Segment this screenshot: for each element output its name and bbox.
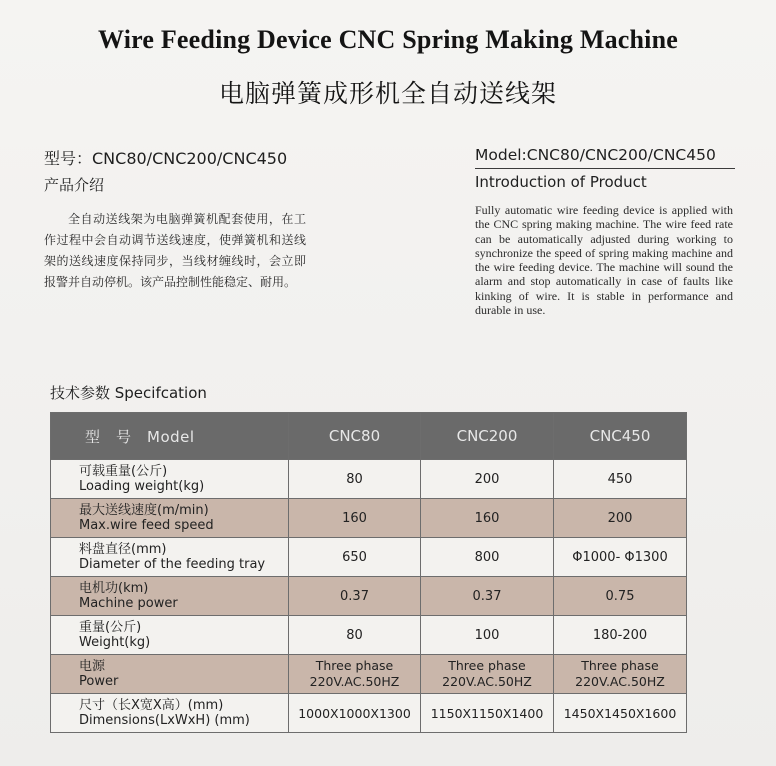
dimensions-label-cn: 尺寸（长X宽X高）(mm) bbox=[79, 698, 224, 713]
english-model-label: Model:CNC80/CNC200/CNC450 bbox=[475, 146, 735, 169]
english-introduction-body: Fully automatic wire feeding device is applied with the CNC spring making machine. The wire feed rate can be automatically adjusted during working to synchronize the speed of spring making machine and the wire feeding device. The machine will sound the alarm and stop automatically in case of faults like kinking of wire. It is stable in performance and durable in use. bbox=[475, 203, 733, 318]
table-row bbox=[51, 694, 687, 733]
dimensions-label bbox=[51, 694, 289, 733]
cnc200-loading-weight: 200 bbox=[421, 460, 554, 499]
cnc80-wire-feed-speed: 160 bbox=[289, 499, 421, 538]
cnc200-column-header: CNC200 bbox=[421, 413, 554, 460]
cnc450-loading-weight: 450 bbox=[554, 460, 687, 499]
english-introduction-title: Introduction of Product bbox=[475, 173, 647, 191]
cnc450-column-header: CNC450 bbox=[554, 413, 687, 460]
chinese-introduction-body: 全自动送线架为电脑弹簧机配套使用，在工作过程中会自动调节送线速度，使弹簧机和送线架的送线速度保持同步，当线材缠线时，会立即报警并自动停机。该产品控制性能稳定、耐用。 bbox=[44, 212, 306, 289]
specification-title: 技术参数 Specifcation bbox=[50, 384, 207, 402]
cnc200-power-line-2: 220V.AC.50HZ bbox=[442, 674, 532, 689]
cnc450-feeding-tray-diameter: Φ1000- Φ1300 bbox=[554, 538, 687, 577]
feeding-tray-diameter-label-en: Diameter of the feeding tray bbox=[79, 557, 266, 572]
table-row bbox=[51, 616, 687, 655]
cnc200-wire-feed-speed: 160 bbox=[421, 499, 554, 538]
dimensions-label-en: Dimensions(LxWxH) (mm) bbox=[79, 713, 250, 728]
cnc450-dimensions: 1450X1450X1600 bbox=[554, 694, 687, 733]
feeding-tray-diameter-label-cn: 料盘直径(mm) bbox=[79, 542, 167, 557]
cnc80-power-line-2: 220V.AC.50HZ bbox=[309, 674, 400, 689]
cnc450-weight: 180-200 bbox=[554, 616, 687, 655]
loading-weight-label-cn: 可载重量(公斤) bbox=[79, 464, 168, 479]
table-row bbox=[51, 538, 687, 577]
cnc80-loading-weight: 80 bbox=[289, 460, 421, 499]
table-row bbox=[51, 460, 687, 499]
cnc200-weight: 100 bbox=[421, 616, 554, 655]
machine-power-label bbox=[51, 577, 289, 616]
feeding-tray-diameter-label bbox=[51, 538, 289, 577]
cnc450-wire-feed-speed: 200 bbox=[554, 499, 687, 538]
machine-power-label-en: Machine power bbox=[79, 596, 178, 611]
cnc80-dimensions: 1000X1000X1300 bbox=[289, 694, 421, 733]
cnc200-machine-power: 0.37 bbox=[421, 577, 554, 616]
cnc80-column-header: CNC80 bbox=[289, 413, 421, 460]
loading-weight-label-en: Loading weight(kg) bbox=[79, 479, 205, 494]
table-header-row bbox=[51, 413, 687, 460]
model-column-header: 型 号 Model bbox=[51, 413, 289, 460]
page-title-chinese: 电脑弹簧成形机全自动送线架 bbox=[218, 79, 557, 108]
cnc450-machine-power: 0.75 bbox=[554, 577, 687, 616]
table-row bbox=[51, 655, 687, 694]
power-label-cn: 电源 bbox=[79, 659, 106, 674]
wire-feed-speed-label-en: Max.wire feed speed bbox=[79, 518, 214, 533]
cnc200-power bbox=[421, 655, 554, 694]
chinese-model-label: 型号：CNC80/CNC200/CNC450 bbox=[44, 149, 288, 168]
chinese-introduction-title: 产品介绍 bbox=[44, 176, 105, 194]
table-row bbox=[51, 499, 687, 538]
machine-power-label-cn: 电机功(km) bbox=[79, 581, 149, 596]
table-row bbox=[51, 577, 687, 616]
loading-weight-label bbox=[51, 460, 289, 499]
weight-label bbox=[51, 616, 289, 655]
cnc200-feeding-tray-diameter: 800 bbox=[421, 538, 554, 577]
power-label-en: Power bbox=[79, 674, 119, 689]
cnc200-power-line-1: Three phase bbox=[448, 658, 526, 673]
cnc80-power bbox=[289, 655, 421, 694]
wire-feed-speed-label-cn: 最大送线速度(m/min) bbox=[79, 503, 209, 518]
weight-label-en: Weight(kg) bbox=[79, 635, 151, 650]
cnc80-power-line-1: Three phase bbox=[315, 658, 394, 673]
wire-feed-speed-label bbox=[51, 499, 289, 538]
specification-table bbox=[50, 412, 687, 733]
cnc80-weight: 80 bbox=[289, 616, 421, 655]
cnc450-power-line-2: 220V.AC.50HZ bbox=[575, 674, 665, 689]
english-introduction-section bbox=[475, 146, 735, 317]
cnc450-power bbox=[554, 655, 687, 694]
page-title-english: Wire Feeding Device CNC Spring Making Machine bbox=[97, 25, 678, 54]
weight-label-cn: 重量(公斤) bbox=[79, 620, 142, 635]
cnc200-dimensions: 1150X1150X1400 bbox=[421, 694, 554, 733]
cnc450-power-line-1: Three phase bbox=[581, 658, 659, 673]
chinese-introduction-section bbox=[44, 146, 306, 293]
cnc80-machine-power: 0.37 bbox=[289, 577, 421, 616]
cnc80-feeding-tray-diameter: 650 bbox=[289, 538, 421, 577]
power-label bbox=[51, 655, 289, 694]
